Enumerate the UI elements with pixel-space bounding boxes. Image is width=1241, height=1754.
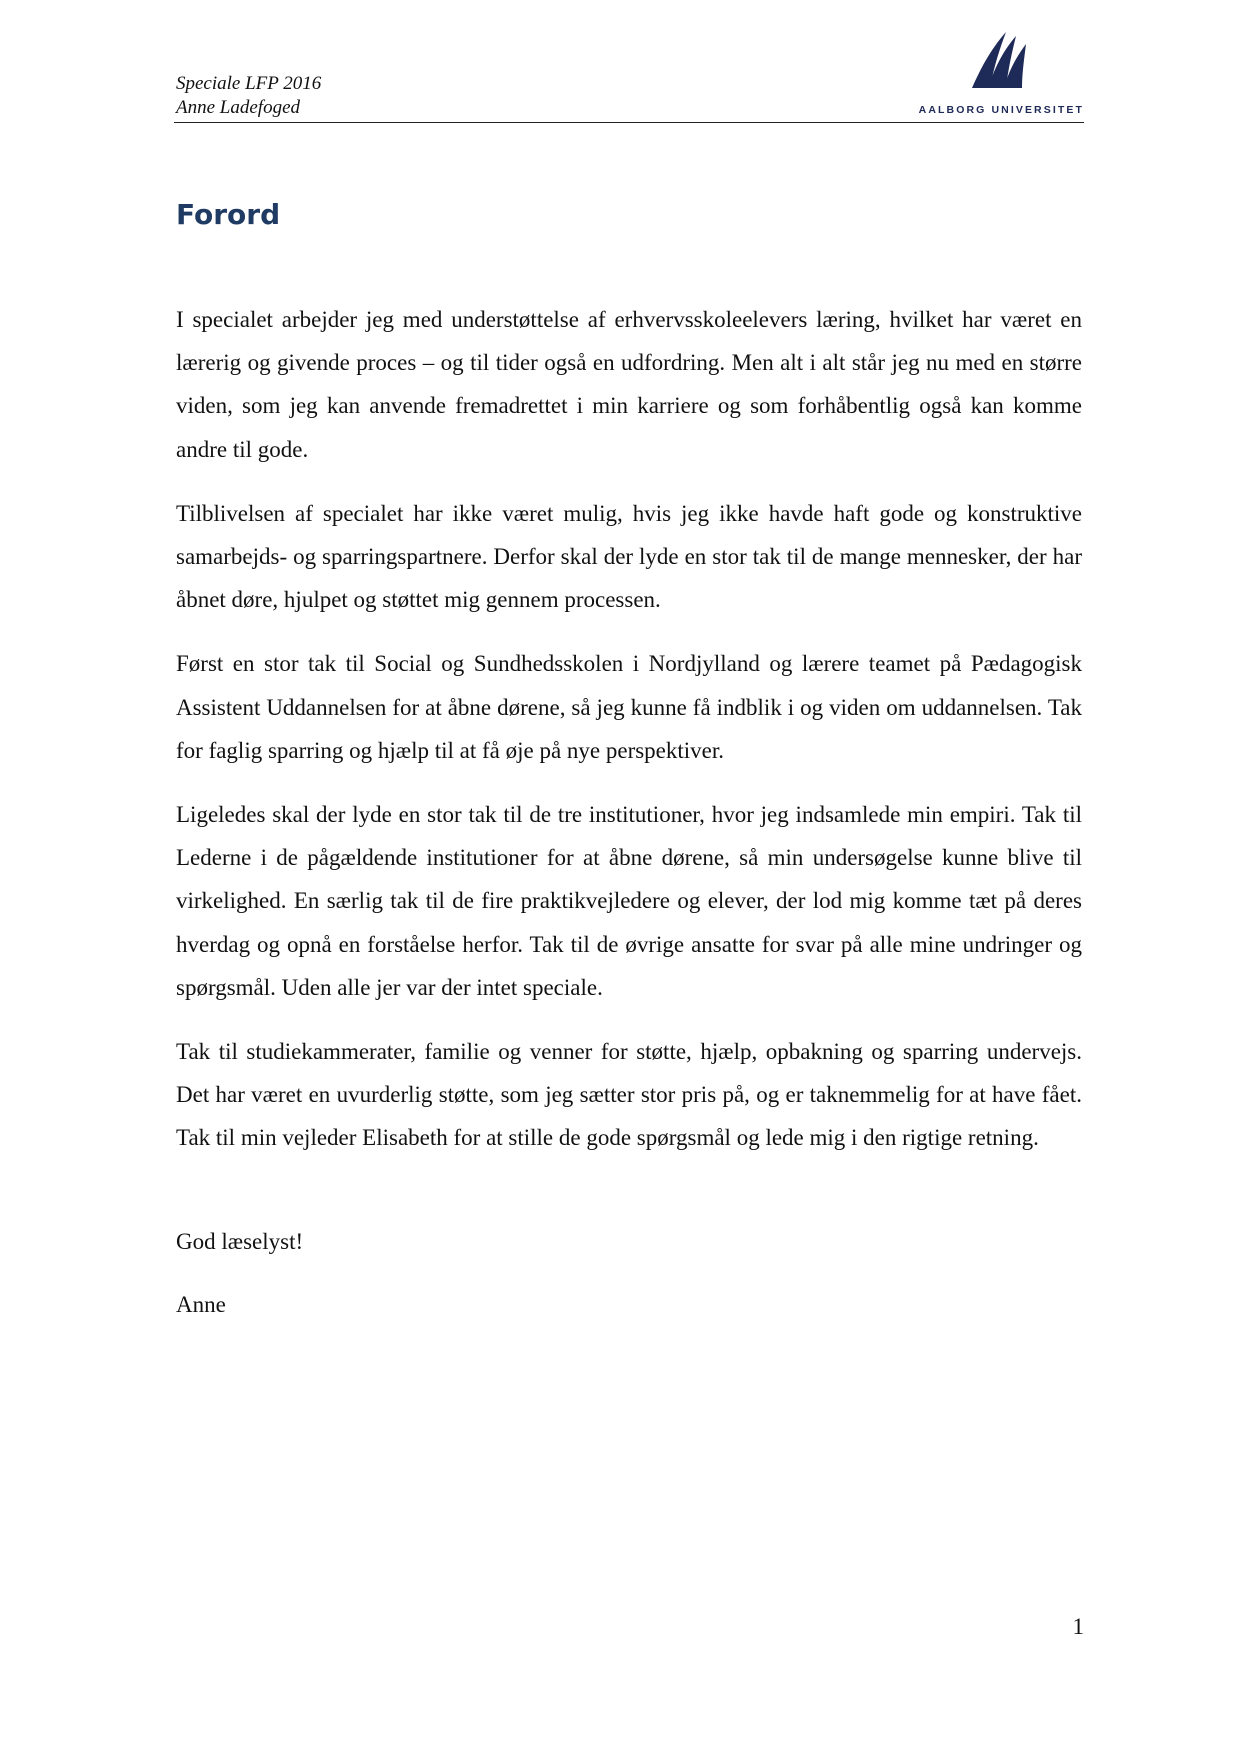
paragraph: Tilblivelsen af specialet har ikke været mulig, hvis jeg ikke havde haft gode og konstruktive samarbejds- og sparringspartnere. Derfor skal der lyde en stor tak til de mange mennesker, der har åbnet døre, hjulpet og støttet mig gennem processen. bbox=[176, 500, 1082, 613]
closing-greeting: God læselyst! bbox=[176, 1229, 304, 1254]
header-author: Anne Ladefoged bbox=[176, 97, 301, 118]
paragraph: I specialet arbejder jeg med understøttelse af erhvervsskoleelevers læring, hvilket har været en lærerig og givende proces – og til tider også en udfordring. Men alt i alt står jeg nu med en større viden, som jeg kan anvende fremadrettet i min karriere og som forhåbentlig også kan komme andre til gode. bbox=[176, 307, 1082, 462]
aalborg-university-logo-icon bbox=[970, 30, 1030, 90]
university-logo bbox=[918, 30, 1084, 122]
logo-wordmark: AALBORG UNIVERSITET bbox=[918, 104, 1084, 116]
header-divider bbox=[174, 122, 1084, 123]
page-title: Forord bbox=[176, 198, 281, 231]
page-number: 1 bbox=[1072, 1614, 1084, 1639]
body-text bbox=[176, 298, 1082, 1181]
paragraph: Først en stor tak til Social og Sundhedsskolen i Nordjylland og lærere teamet på Pædagogisk Assistent Uddannelsen for at åbne dørene, så jeg kunne få indblik i og viden om uddannelsen. Tak for faglig sparring og hjælp til at få øje på nye perspektiver. bbox=[176, 651, 1082, 763]
closing bbox=[176, 1220, 303, 1346]
signature: Anne bbox=[176, 1292, 226, 1317]
header-title: Speciale LFP 2016 bbox=[176, 73, 322, 94]
paragraph: Tak til studiekammerater, familie og venner for støtte, hjælp, opbakning og sparring undervejs. Det har været en uvurderlig støtte, som jeg sætter stor pris på, og er taknemmelig for at have fået. Tak til min vejleder Elisabeth for at stille de gode spørgsmål og lede mig i den rigtige retning. bbox=[176, 1039, 1082, 1151]
running-header bbox=[176, 72, 321, 120]
paragraph: Ligeledes skal der lyde en stor tak til de tre institutioner, hvor jeg indsamlede min empiri. Tak til Lederne i de pågældende institutioner for at åbne dørene, så min undersøgelse kunne blive til virkelighed. En særlig tak til de fire praktikvejledere og elever, der lod mig komme tæt på deres hverdag og opnå en forståelse herfor. Tak til de øvrige ansatte for svar på alle mine undringer og spørgsmål. Uden alle jer var der intet speciale. bbox=[176, 802, 1082, 1000]
